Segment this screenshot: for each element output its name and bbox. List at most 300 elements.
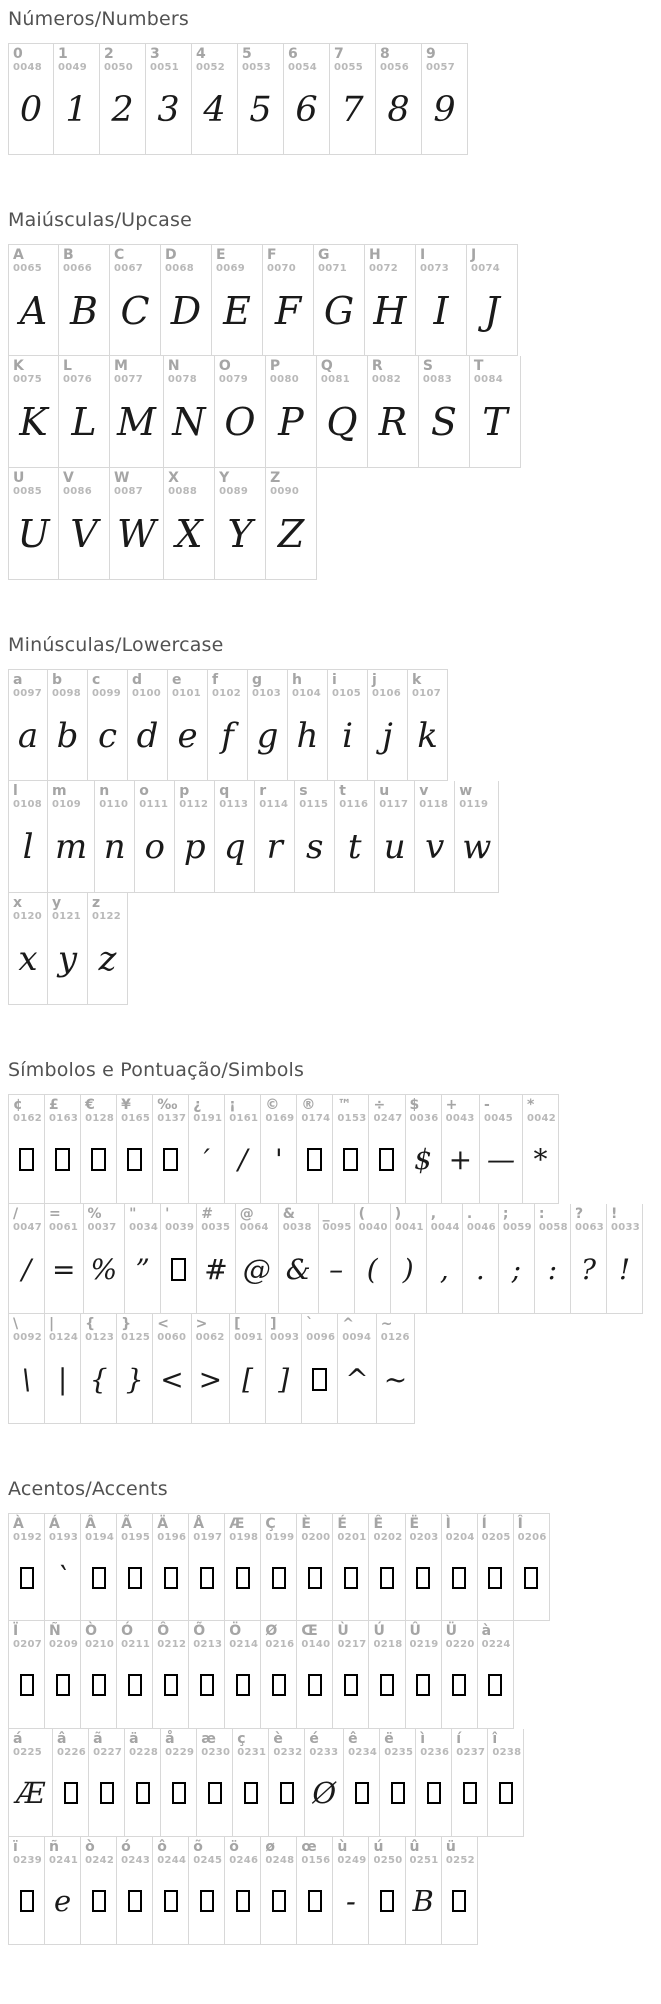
glyph-cell-header — [9, 1095, 44, 1124]
character-label: Ö — [229, 1623, 242, 1639]
glyph-cell — [333, 1513, 369, 1621]
unicode-code: 0194 — [85, 1531, 115, 1543]
glyph-cell-header — [45, 1621, 80, 1650]
glyph-cell-header — [45, 1837, 80, 1866]
unicode-code: 0055 — [334, 61, 364, 73]
character-label: Ò — [85, 1623, 97, 1639]
glyph-preview: v — [425, 827, 445, 868]
unicode-code: 0220 — [445, 1638, 475, 1650]
missing-glyph-box — [20, 1567, 34, 1589]
glyph-preview: Q — [326, 400, 358, 445]
character-label: O — [218, 358, 231, 374]
glyph-cell-header — [117, 1095, 152, 1124]
glyph-preview: s — [306, 827, 324, 868]
glyph-cell-header — [266, 468, 316, 497]
character-label: 0 — [13, 46, 23, 62]
glyph-preview: D — [170, 288, 202, 333]
glyph-cell-header — [189, 1095, 224, 1124]
glyph-row — [8, 1094, 661, 1204]
glyph-cell — [419, 356, 470, 468]
glyph-cell — [135, 781, 175, 893]
glyph-cell-header — [164, 468, 214, 497]
glyph-preview: ^ — [345, 1362, 369, 1396]
character-label: B — [63, 247, 74, 263]
glyph-cell-header — [233, 1729, 268, 1758]
glyph-preview: W — [117, 512, 157, 557]
unicode-code: 0248 — [265, 1854, 295, 1866]
glyph-cell-header — [128, 670, 167, 699]
glyph-preview — [9, 1866, 44, 1944]
unicode-code: 0196 — [157, 1531, 187, 1543]
character-label: \ — [13, 1316, 19, 1332]
glyph-cell-header — [297, 1095, 332, 1124]
glyph-cell — [110, 468, 164, 580]
glyph-cell-header — [406, 1837, 441, 1866]
glyph-cell — [197, 1729, 233, 1837]
glyph-cell — [478, 1513, 514, 1621]
missing-glyph-box — [171, 1258, 186, 1281]
glyph-preview — [197, 1758, 232, 1836]
character-label: r — [259, 783, 267, 799]
unicode-code: 0042 — [527, 1112, 557, 1124]
character-label: Ó — [121, 1623, 134, 1639]
character-label: Õ — [193, 1623, 206, 1639]
unicode-code: 0110 — [99, 798, 129, 810]
glyph-preview: / — [238, 1143, 248, 1177]
glyph-preview: J — [484, 288, 500, 333]
glyph-cell-header — [380, 1729, 415, 1758]
missing-glyph-box — [128, 1890, 142, 1912]
missing-glyph-box — [136, 1782, 150, 1804]
character-label: 5 — [242, 46, 252, 62]
glyph-preview: & — [285, 1252, 311, 1286]
glyph-cell-header — [95, 781, 134, 810]
unicode-code: 0048 — [13, 61, 43, 73]
glyph-cell — [368, 356, 419, 468]
glyph-cell — [305, 1729, 344, 1837]
glyph-cell-header — [279, 1204, 318, 1233]
character-label: ] — [270, 1316, 277, 1332]
glyph-preview: $ — [414, 1143, 432, 1177]
glyph-cell — [153, 1513, 189, 1621]
glyph-preview — [81, 1650, 116, 1728]
glyph-preview — [406, 1543, 441, 1620]
unicode-code: 0054 — [288, 61, 318, 73]
section-title: Símbolos e Pontuação/Simbols — [8, 1059, 305, 1081]
glyph-cell-header — [48, 781, 94, 810]
glyph-cell — [571, 1204, 607, 1314]
glyph-cell — [45, 1621, 81, 1729]
glyph-cell — [499, 1204, 535, 1314]
glyph-preview — [369, 1866, 404, 1944]
glyph-cell-header — [9, 1514, 44, 1543]
unicode-code: 0063 — [574, 1221, 604, 1233]
section-title: Acentos/Accents — [8, 1478, 168, 1500]
glyph-cell — [261, 1513, 297, 1621]
missing-glyph-box — [164, 1890, 178, 1912]
glyph-preview: w — [462, 827, 492, 868]
glyph-cell — [45, 1837, 81, 1945]
glyph-cell-header — [261, 1514, 296, 1543]
unicode-code: 0106 — [372, 687, 402, 699]
glyph-cell — [422, 43, 468, 155]
glyph-cell-header — [197, 1204, 234, 1233]
unicode-code: 0242 — [85, 1854, 115, 1866]
glyph-preview — [369, 1124, 404, 1203]
unicode-code: 0079 — [218, 373, 248, 385]
glyph-preview: K — [19, 400, 48, 445]
unicode-code: 0043 — [445, 1112, 475, 1124]
glyph-preview: @ — [242, 1252, 271, 1286]
glyph-preview — [225, 1650, 260, 1728]
character-label: t — [339, 783, 346, 799]
character-label: £ — [49, 1097, 59, 1113]
glyph-preview: j — [382, 715, 393, 756]
character-label: ç — [237, 1731, 246, 1747]
unicode-code: 0236 — [420, 1746, 450, 1758]
glyph-preview: | — [57, 1362, 68, 1396]
glyph-cell — [266, 468, 317, 580]
glyph-cell — [45, 1204, 83, 1314]
glyph-cell — [8, 781, 48, 893]
glyph-cell-header — [225, 1837, 260, 1866]
glyph-cell-header — [208, 670, 247, 699]
glyph-preview — [261, 1866, 296, 1944]
glyph-preview — [442, 1866, 477, 1944]
glyph-cell — [168, 669, 208, 781]
glyph-preview — [478, 1650, 513, 1728]
glyph-cell-header — [59, 356, 109, 385]
glyph-cell — [442, 1513, 478, 1621]
unicode-code: 0111 — [139, 798, 169, 810]
missing-glyph-box — [488, 1674, 502, 1696]
glyph-preview: # — [204, 1252, 228, 1286]
glyph-preview: e — [177, 715, 198, 756]
missing-glyph-box — [463, 1782, 477, 1804]
glyph-preview: I — [433, 288, 449, 333]
unicode-code: 0040 — [358, 1221, 388, 1233]
glyph-cell-header — [9, 1204, 44, 1233]
missing-glyph-box — [236, 1890, 250, 1912]
unicode-code: 0200 — [301, 1531, 331, 1543]
glyph-cell — [48, 893, 88, 1005]
unicode-code: 0072 — [369, 262, 399, 274]
glyph-cell — [53, 1729, 89, 1837]
missing-glyph-box — [127, 1148, 142, 1171]
glyph-cell-header — [9, 1621, 44, 1650]
glyph-cell — [81, 1094, 117, 1204]
glyph-cell — [297, 1513, 333, 1621]
glyph-cell-header — [333, 1621, 368, 1650]
glyph-cell — [164, 356, 215, 468]
character-label: é — [309, 1731, 319, 1747]
glyph-cell-header — [225, 1095, 260, 1124]
glyph-cell-header — [153, 1314, 190, 1343]
unicode-code: 0249 — [337, 1854, 367, 1866]
glyph-cell-header — [369, 1621, 404, 1650]
character-label: õ — [193, 1839, 203, 1855]
unicode-code: 0241 — [49, 1854, 79, 1866]
character-label: x — [13, 895, 23, 911]
glyph-preview: 2 — [111, 89, 134, 130]
glyph-cell-header — [238, 44, 283, 73]
glyph-cell-header — [161, 1729, 196, 1758]
unicode-code: 0070 — [267, 262, 297, 274]
glyph-cell — [261, 1837, 297, 1945]
glyph-preview: k — [417, 715, 438, 756]
glyph-cell — [261, 1094, 297, 1204]
character-label: 3 — [150, 46, 160, 62]
glyph-preview — [153, 1650, 188, 1728]
missing-glyph-box — [19, 1148, 34, 1171]
glyph-cell-header — [9, 356, 58, 385]
unicode-code: 0162 — [13, 1112, 43, 1124]
glyph-preview: < — [160, 1362, 184, 1396]
glyph-cell — [59, 468, 110, 580]
glyph-preview: n — [103, 827, 126, 868]
missing-glyph-box — [163, 1148, 178, 1171]
glyph-cell — [8, 1837, 45, 1945]
unicode-code: 0076 — [63, 373, 93, 385]
glyph-preview: X — [175, 512, 203, 557]
character-label: # — [201, 1206, 213, 1222]
glyph-cell-header — [607, 1204, 642, 1233]
glyph-cell-header — [415, 781, 454, 810]
glyph-cell-header — [330, 44, 375, 73]
glyph-cell — [335, 781, 375, 893]
glyph-cell-header — [478, 1514, 513, 1543]
glyph-cell-header — [125, 1204, 160, 1233]
unicode-code: 0112 — [179, 798, 209, 810]
character-label: d — [132, 672, 143, 688]
character-label: / — [13, 1206, 19, 1222]
unicode-code: 0219 — [409, 1638, 439, 1650]
glyph-cell — [81, 1314, 117, 1424]
character-label: 9 — [426, 46, 436, 62]
glyph-preview: = — [52, 1252, 76, 1286]
glyph-cell — [81, 1513, 117, 1621]
glyph-cell — [317, 356, 368, 468]
unicode-code: 0210 — [85, 1638, 115, 1650]
glyph-cell — [406, 1094, 442, 1204]
unicode-code: 0114 — [259, 798, 289, 810]
unicode-code: 0046 — [466, 1221, 496, 1233]
unicode-code: 0099 — [92, 687, 122, 699]
glyph-cell-header — [419, 356, 469, 385]
glyph-cell-header — [59, 468, 109, 497]
missing-glyph-box — [208, 1782, 222, 1804]
glyph-cell — [8, 356, 59, 468]
character-label: ; — [502, 1206, 509, 1222]
glyph-cell — [192, 43, 238, 155]
character-label: J — [471, 247, 477, 263]
glyph-cell-header — [255, 781, 294, 810]
character-label: ù — [337, 1839, 348, 1855]
section-lowercase — [8, 634, 661, 1005]
missing-glyph-box — [308, 1890, 322, 1912]
glyph-cell-header — [442, 1621, 477, 1650]
glyph-cell — [161, 1729, 197, 1837]
section-accents — [8, 1478, 661, 1945]
character-label: Ì — [445, 1516, 451, 1532]
character-label: 1 — [58, 46, 68, 62]
glyph-cell — [355, 1204, 391, 1314]
glyph-cell — [192, 1314, 230, 1424]
character-label: ¡ — [229, 1097, 236, 1113]
glyph-preview: ~ — [383, 1362, 408, 1396]
unicode-code: 0156 — [301, 1854, 331, 1866]
missing-glyph-box — [91, 1148, 106, 1171]
glyph-preview: Z — [277, 512, 305, 557]
glyph-cell-header — [81, 1837, 116, 1866]
unicode-code: 0203 — [409, 1531, 439, 1543]
unicode-code: 0212 — [157, 1638, 187, 1650]
glyph-preview — [442, 1650, 477, 1728]
glyph-preview — [153, 1124, 188, 1203]
glyph-cell-header — [488, 1729, 523, 1758]
character-label: û — [409, 1839, 420, 1855]
glyph-preview: 6 — [295, 89, 318, 130]
glyph-cell-header — [88, 893, 127, 922]
missing-glyph-box — [488, 1567, 502, 1589]
glyph-cell-header — [261, 1621, 296, 1650]
glyph-row — [8, 244, 661, 356]
glyph-preview: o — [144, 827, 165, 868]
character-label: î — [492, 1731, 498, 1747]
glyph-preview — [269, 1758, 304, 1836]
glyph-preview — [452, 1758, 487, 1836]
character-label: o — [139, 783, 149, 799]
character-label: í — [456, 1731, 462, 1747]
glyph-cell-header — [317, 356, 367, 385]
unicode-code: 0237 — [456, 1746, 486, 1758]
glyph-preview: ? — [580, 1252, 596, 1286]
missing-glyph-box — [236, 1674, 250, 1696]
glyph-preview: [ — [242, 1362, 254, 1396]
glyph-preview: 9 — [433, 89, 456, 130]
glyph-preview — [45, 1124, 80, 1203]
missing-glyph-box — [20, 1674, 34, 1696]
glyph-cell — [261, 1621, 297, 1729]
glyph-cell — [125, 1729, 161, 1837]
character-label: } — [121, 1316, 132, 1332]
character-label: œ — [301, 1839, 317, 1855]
glyph-preview: 1 — [65, 89, 88, 130]
glyph-cell-header — [48, 670, 87, 699]
unicode-code: 0123 — [85, 1331, 115, 1343]
glyph-cell — [344, 1729, 380, 1837]
glyph-cell-header — [408, 670, 447, 699]
character-label: f — [212, 672, 219, 688]
glyph-preview — [225, 1543, 260, 1620]
character-label: © — [265, 1097, 280, 1113]
glyph-preview — [406, 1650, 441, 1728]
glyph-cell — [380, 1729, 416, 1837]
glyph-cell-header — [305, 1729, 343, 1758]
unicode-code: 0059 — [502, 1221, 532, 1233]
unicode-code: 0096 — [306, 1331, 336, 1343]
glyph-cell — [233, 1729, 269, 1837]
missing-glyph-box — [92, 1567, 106, 1589]
character-label: Ç — [265, 1516, 276, 1532]
glyph-cell — [263, 244, 314, 356]
unicode-code: 0034 — [129, 1221, 159, 1233]
unicode-code: 0105 — [332, 687, 362, 699]
character-label: Z — [270, 470, 281, 486]
glyph-cell-header — [314, 245, 364, 274]
missing-glyph-box — [200, 1567, 214, 1589]
unicode-code: 0039 — [165, 1221, 195, 1233]
unicode-code: 0041 — [394, 1221, 424, 1233]
glyph-cell — [269, 1729, 305, 1837]
glyph-cell-header — [295, 781, 334, 810]
missing-glyph-box — [380, 1674, 394, 1696]
glyph-cell — [607, 1204, 643, 1314]
glyph-cell — [161, 244, 212, 356]
glyph-cell-header — [248, 670, 287, 699]
missing-glyph-box — [307, 1148, 322, 1171]
glyph-cell-header — [81, 1514, 116, 1543]
missing-glyph-box — [92, 1890, 106, 1912]
character-label: ¥ — [121, 1097, 131, 1113]
glyph-cell-header — [333, 1514, 368, 1543]
character-label: : — [538, 1206, 545, 1222]
character-label: N — [167, 358, 180, 374]
glyph-cell-header — [302, 1314, 337, 1343]
glyph-cell-header — [335, 781, 374, 810]
glyph-preview — [380, 1758, 415, 1836]
glyph-preview: ] — [278, 1362, 290, 1396]
character-label: ö — [229, 1839, 239, 1855]
character-label: n — [99, 783, 110, 799]
glyph-cell-header — [514, 1514, 549, 1543]
unicode-code: 0071 — [318, 262, 348, 274]
glyph-cell — [266, 356, 317, 468]
glyph-preview: — — [487, 1143, 516, 1177]
glyph-cell-header — [470, 356, 520, 385]
unicode-code: 0069 — [216, 262, 246, 274]
glyph-preview: P — [278, 400, 304, 445]
glyph-cell-header — [369, 1095, 404, 1124]
missing-glyph-box — [200, 1674, 214, 1696]
glyph-cell-header — [212, 245, 262, 274]
unicode-code: 0137 — [157, 1112, 187, 1124]
unicode-code: 0090 — [270, 485, 300, 497]
glyph-cell-header — [117, 1621, 152, 1650]
glyph-cell — [215, 781, 255, 893]
missing-glyph-box — [308, 1567, 322, 1589]
glyph-cell-header — [48, 893, 87, 922]
character-label: ) — [394, 1206, 402, 1222]
character-label: i — [332, 672, 337, 688]
glyph-row — [8, 1204, 661, 1314]
glyph-row — [8, 1314, 661, 1424]
unicode-code: 0153 — [337, 1112, 367, 1124]
glyph-preview: l — [22, 827, 34, 868]
glyph-cell-header — [110, 245, 160, 274]
glyph-cell-header — [192, 1314, 229, 1343]
glyph-cell-header — [117, 1837, 152, 1866]
glyph-preview: – — [329, 1252, 344, 1286]
glyph-cell-header — [225, 1514, 260, 1543]
glyph-cell-header — [319, 1204, 354, 1233]
glyph-preview: - — [346, 1884, 356, 1919]
glyph-cell — [81, 1837, 117, 1945]
unicode-code: 0204 — [445, 1531, 475, 1543]
unicode-code: 0084 — [473, 373, 503, 385]
glyph-cell-header — [452, 1729, 487, 1758]
character-label: Ù — [337, 1623, 349, 1639]
